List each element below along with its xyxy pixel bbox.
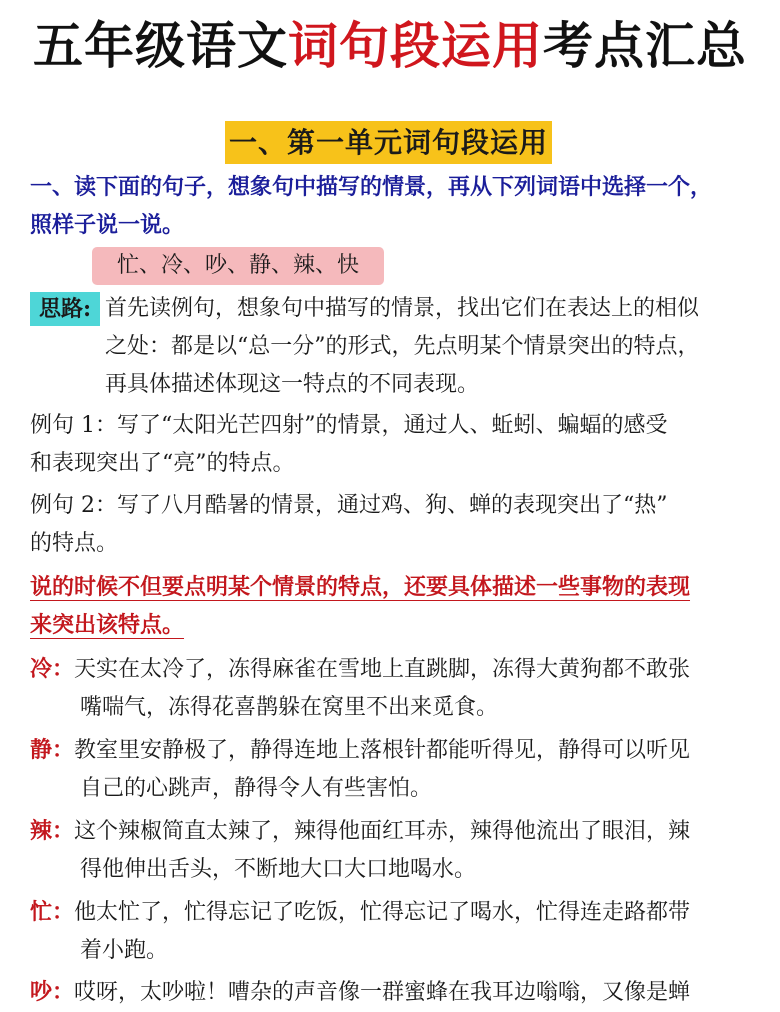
example-2-line-2: 的特点。	[30, 531, 119, 556]
question-prompt	[30, 168, 760, 244]
answer-key: 辣：	[30, 818, 75, 844]
example-1-line-1: 例句 1：写了“太阳光芒四射”的情景，通过人、蚯蚓、蝙蝠的感受	[30, 413, 668, 438]
answer-line-2: 嘴喘气，冻得花喜鹊躲在窝里不出来觅食。	[80, 695, 499, 720]
answer-line-1: 他太忙了，忙得忘记了吃饭，忙得忘记了喝水，忙得连走路都带	[74, 900, 691, 925]
page-title	[0, 14, 780, 78]
tip-note-line-1: 说的时候不但要点明某个情景的特点，还要具体描述一些事物的表现	[30, 574, 691, 600]
title-part-2: 词句段运用	[288, 17, 543, 75]
example-2	[30, 487, 760, 563]
silu-text	[105, 290, 765, 404]
answer-key: 静：	[30, 737, 75, 763]
example-1	[30, 407, 760, 483]
question-line-2: 照样子说一说。	[30, 212, 185, 238]
silu-tag: 思路:	[30, 292, 100, 326]
silu-line-3: 再具体描述体现这一特点的不同表现。	[105, 372, 480, 397]
answer-leng	[30, 650, 690, 727]
example-2-line-1: 例句 2：写了八月酷暑的情景，通过鸡、狗、蝉的表现突出了“热”	[30, 493, 668, 518]
answer-chao	[30, 973, 690, 1012]
answer-line-2: 着小跑。	[80, 938, 169, 963]
title-part-1: 五年级语文	[33, 17, 288, 75]
answer-line-1: 这个辣椒简直太辣了，辣得他面红耳赤，辣得他流出了眼泪，辣	[74, 819, 691, 844]
answer-line-1: 哎呀，太吵啦！嘈杂的声音像一群蜜蜂在我耳边嗡嗡，又像是蝉	[74, 980, 691, 1005]
answer-line-2: 自己的心跳声，静得令人有些害怕。	[80, 776, 433, 801]
answer-line-1: 教室里安静极了，静得连地上落根针都能听得见，静得可以听见	[74, 738, 691, 763]
example-1-line-2: 和表现突出了“亮”的特点。	[30, 451, 295, 476]
tip-note	[30, 568, 760, 644]
word-choices: 忙、冷、吵、静、辣、快	[92, 247, 384, 285]
title-part-3: 考点汇总	[543, 17, 747, 75]
question-line-1: 一、读下面的句子，想象句中描写的情景，再从下列词语中选择一个，	[30, 174, 713, 200]
silu-line-1: 首先读例句，想象句中描写的情景，找出它们在表达上的相似	[105, 296, 700, 321]
silu-line-2: 之处：都是以“总一分”的形式，先点明某个情景突出的特点，	[105, 334, 700, 359]
section-heading: 一、第一单元词句段运用	[225, 121, 552, 164]
tip-note-line-2: 来突出该特点。	[30, 612, 185, 638]
answer-line-1: 天实在太冷了，冻得麻雀在雪地上直跳脚，冻得大黄狗都不敢张	[74, 657, 691, 682]
answer-la	[30, 812, 690, 889]
answer-line-2: 得他伸出舌头，不断地大口大口地喝水。	[80, 857, 477, 882]
answer-key: 冷：	[30, 656, 75, 682]
answer-key: 吵：	[30, 979, 75, 1005]
answer-key: 忙：	[30, 899, 75, 925]
answer-jing	[30, 731, 690, 808]
answer-mang	[30, 893, 690, 970]
